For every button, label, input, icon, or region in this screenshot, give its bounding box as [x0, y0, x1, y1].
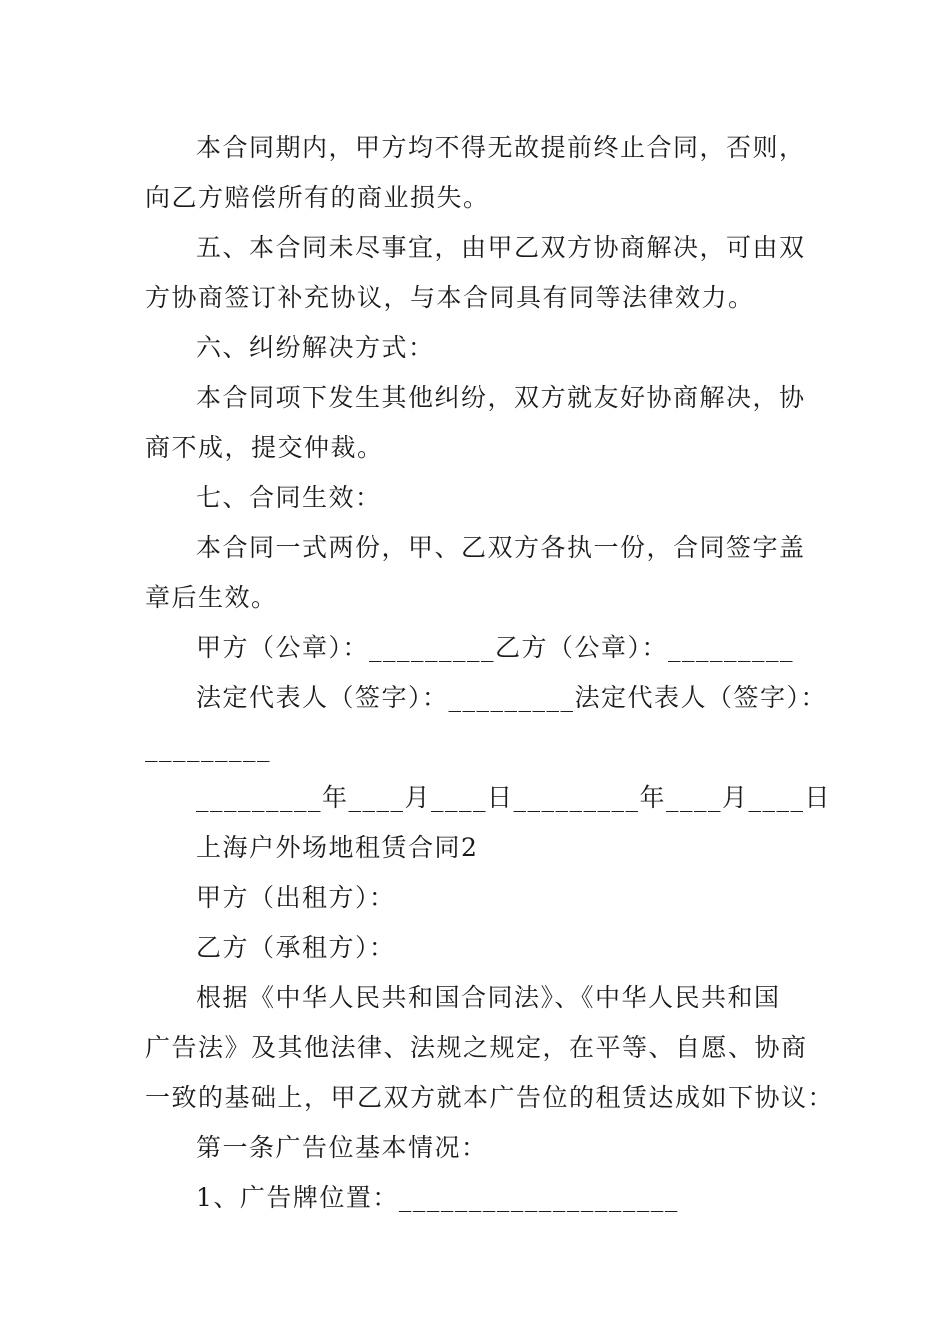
paragraph-line: 方协商签订补充协议，与本合同具有同等法律效力。	[145, 283, 755, 312]
paragraph-line: 根据《中华人民共和国合同法》、《中华人民共和国	[196, 983, 781, 1012]
document-title: 上海户外场地租赁合同2	[196, 833, 479, 862]
paragraph-line: 向乙方赔偿所有的商业损失。	[145, 183, 490, 212]
paragraph-line: 章后生效。	[145, 583, 278, 612]
signature-line: 法定代表人（签字）：_________法定代表人（签字）：	[196, 683, 828, 712]
paragraph-line: 本合同一式两份，甲、乙双方各执一份，合同签字盖	[196, 533, 806, 562]
signature-blank: _________	[145, 733, 271, 762]
signature-line: 甲方（公章）：_________乙方（公章）：_________	[196, 633, 795, 662]
article-heading: 第一条广告位基本情况：	[196, 1133, 488, 1162]
paragraph-line: 广告法》及其他法律、法规之规定，在平等、自愿、协商	[145, 1033, 808, 1062]
party-b-label: 乙方（承租方）：	[196, 933, 396, 962]
section-heading: 六、纠纷解决方式：	[196, 333, 435, 362]
paragraph-line: 五、本合同未尽事宜，由甲乙双方协商解决，可由双	[196, 233, 806, 262]
date-line: _________年____月____日_________年____月____日	[196, 783, 832, 812]
paragraph-line: 一致的基础上，甲乙双方就本广告位的租赁达成如下协议：	[145, 1083, 835, 1112]
paragraph-line: 本合同项下发生其他纠纷，双方就友好协商解决，协	[196, 383, 806, 412]
paragraph-line: 本合同期内，甲方均不得无故提前终止合同，否则，	[196, 133, 806, 162]
paragraph-line: 商不成，提交仲裁。	[145, 433, 384, 462]
section-heading: 七、合同生效：	[196, 483, 382, 512]
party-a-label: 甲方（出租方）：	[196, 883, 396, 912]
paragraph-line: 1、广告牌位置：____________________	[196, 1183, 679, 1212]
